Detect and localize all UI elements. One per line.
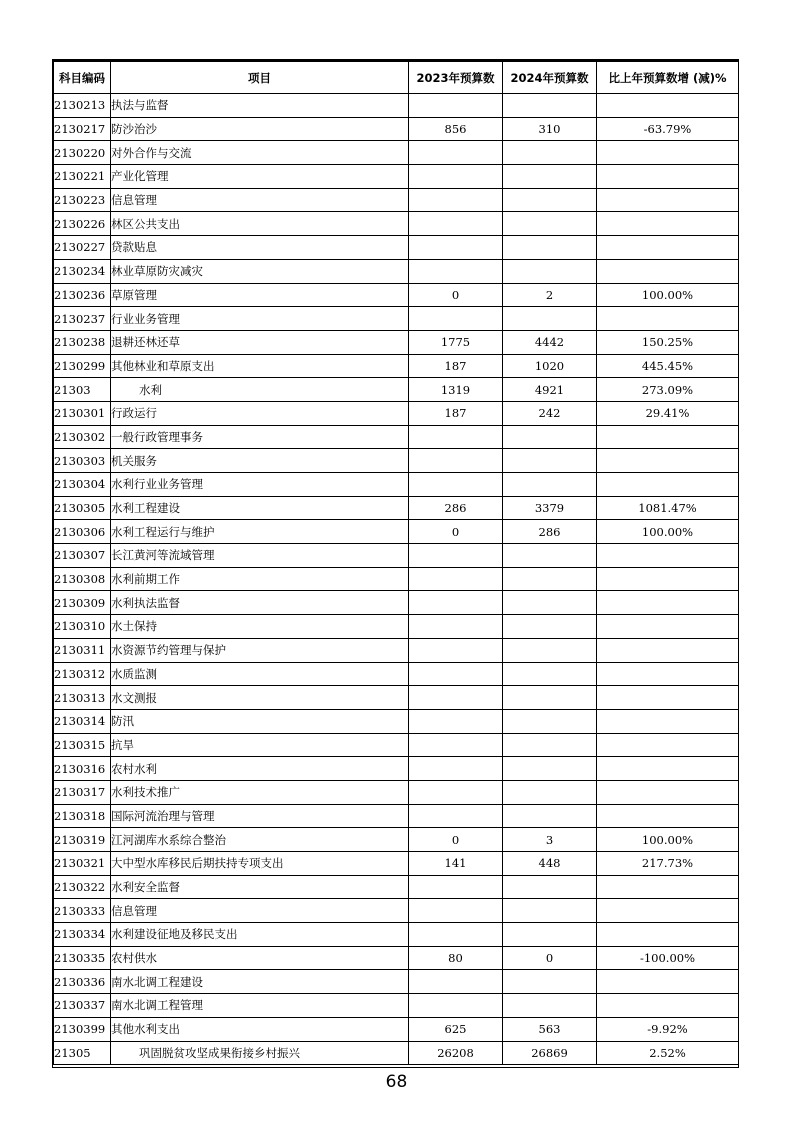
row-name: 一般行政管理事务 (111, 425, 409, 449)
row-code: 21303 (54, 378, 111, 402)
row-budget-2023 (409, 615, 503, 639)
table-row (54, 117, 739, 141)
row-code: 2130399 (54, 1017, 111, 1041)
row-budget-2024 (503, 733, 597, 757)
row-name: 抗旱 (111, 733, 409, 757)
row-budget-2023 (409, 899, 503, 923)
row-code: 2130217 (54, 117, 111, 141)
row-code: 2130213 (54, 94, 111, 118)
row-code: 2130302 (54, 425, 111, 449)
table-row (54, 1017, 739, 1041)
row-name: 防沙治沙 (111, 117, 409, 141)
row-budget-2023 (409, 780, 503, 804)
row-code: 2130310 (54, 615, 111, 639)
row-change (597, 615, 739, 639)
row-change (597, 141, 739, 165)
row-code: 2130220 (54, 141, 111, 165)
row-change: 2.52% (597, 1041, 739, 1065)
row-budget-2024 (503, 425, 597, 449)
row-name: 巩固脱贫攻坚成果衔接乡村振兴 (111, 1041, 409, 1065)
row-change (597, 94, 739, 118)
row-name: 大中型水库移民后期扶持专项支出 (111, 852, 409, 876)
row-name: 防汛 (111, 709, 409, 733)
table-row (54, 425, 739, 449)
row-change (597, 686, 739, 710)
row-code: 2130301 (54, 401, 111, 425)
row-budget-2024 (503, 567, 597, 591)
row-name: 农村供水 (111, 946, 409, 970)
row-code: 2130316 (54, 757, 111, 781)
row-change (597, 212, 739, 236)
row-budget-2023: 187 (409, 401, 503, 425)
row-change (597, 259, 739, 283)
row-budget-2023: 0 (409, 520, 503, 544)
table-row (54, 283, 739, 307)
row-budget-2023 (409, 804, 503, 828)
row-change: 100.00% (597, 828, 739, 852)
row-name: 水利技术推广 (111, 780, 409, 804)
row-name: 水利工程运行与维护 (111, 520, 409, 544)
table-row (54, 307, 739, 331)
row-budget-2023: 26208 (409, 1041, 503, 1065)
row-change (597, 757, 739, 781)
row-budget-2023 (409, 425, 503, 449)
row-code: 2130315 (54, 733, 111, 757)
table-row (54, 473, 739, 497)
row-change (597, 236, 739, 260)
row-code: 2130305 (54, 496, 111, 520)
table-row (54, 662, 739, 686)
row-change (597, 994, 739, 1018)
row-budget-2023 (409, 709, 503, 733)
row-change: 100.00% (597, 283, 739, 307)
row-budget-2023: 1775 (409, 330, 503, 354)
row-budget-2023: 625 (409, 1017, 503, 1041)
row-name: 水利 (111, 378, 409, 402)
row-budget-2023 (409, 662, 503, 686)
row-budget-2023 (409, 449, 503, 473)
row-change: 150.25% (597, 330, 739, 354)
table-row (54, 520, 739, 544)
table-row (54, 899, 739, 923)
row-code: 2130308 (54, 567, 111, 591)
row-code: 2130321 (54, 852, 111, 876)
row-budget-2023 (409, 923, 503, 947)
row-change: 100.00% (597, 520, 739, 544)
row-budget-2024: 1020 (503, 354, 597, 378)
header-code: 科目编码 (54, 61, 111, 94)
table-row (54, 236, 739, 260)
table-body (54, 94, 739, 1065)
row-change (597, 875, 739, 899)
row-change (597, 780, 739, 804)
table-row (54, 638, 739, 662)
row-budget-2024 (503, 662, 597, 686)
row-budget-2024: 242 (503, 401, 597, 425)
table-row (54, 188, 739, 212)
row-code: 2130333 (54, 899, 111, 923)
row-budget-2024: 3379 (503, 496, 597, 520)
row-budget-2024 (503, 804, 597, 828)
row-budget-2024 (503, 970, 597, 994)
row-budget-2023 (409, 591, 503, 615)
row-budget-2023 (409, 307, 503, 331)
row-budget-2023: 141 (409, 852, 503, 876)
row-code: 2130311 (54, 638, 111, 662)
row-budget-2024 (503, 780, 597, 804)
row-code: 2130237 (54, 307, 111, 331)
row-code: 2130337 (54, 994, 111, 1018)
table-row (54, 212, 739, 236)
row-budget-2023 (409, 638, 503, 662)
row-change (597, 709, 739, 733)
row-budget-2024 (503, 686, 597, 710)
row-budget-2024: 563 (503, 1017, 597, 1041)
table-row (54, 591, 739, 615)
row-code: 2130314 (54, 709, 111, 733)
row-budget-2024 (503, 259, 597, 283)
row-name: 林业草原防灾减灾 (111, 259, 409, 283)
row-code: 2130223 (54, 188, 111, 212)
row-name: 水利工程建设 (111, 496, 409, 520)
row-name: 水文测报 (111, 686, 409, 710)
row-budget-2024 (503, 899, 597, 923)
row-code: 21305 (54, 1041, 111, 1065)
row-code: 2130303 (54, 449, 111, 473)
row-code: 2130238 (54, 330, 111, 354)
row-code: 2130317 (54, 780, 111, 804)
table-row (54, 330, 739, 354)
row-budget-2023: 187 (409, 354, 503, 378)
row-change (597, 425, 739, 449)
row-code: 2130307 (54, 544, 111, 568)
row-name: 退耕还林还草 (111, 330, 409, 354)
budget-table (53, 60, 739, 1065)
row-change (597, 804, 739, 828)
row-change (597, 544, 739, 568)
row-budget-2024: 448 (503, 852, 597, 876)
row-budget-2023 (409, 970, 503, 994)
row-name: 江河湖库水系综合整治 (111, 828, 409, 852)
row-name: 长江黄河等流域管理 (111, 544, 409, 568)
row-budget-2023: 1319 (409, 378, 503, 402)
row-budget-2024 (503, 188, 597, 212)
row-name: 贷款贴息 (111, 236, 409, 260)
table-row (54, 401, 739, 425)
row-budget-2024 (503, 709, 597, 733)
row-code: 2130226 (54, 212, 111, 236)
row-change (597, 165, 739, 189)
row-budget-2023 (409, 188, 503, 212)
row-budget-2024 (503, 591, 597, 615)
row-code: 2130309 (54, 591, 111, 615)
row-change: -63.79% (597, 117, 739, 141)
row-code: 2130236 (54, 283, 111, 307)
row-budget-2024 (503, 165, 597, 189)
row-name: 行业业务管理 (111, 307, 409, 331)
table-row (54, 757, 739, 781)
row-change (597, 638, 739, 662)
row-budget-2024: 2 (503, 283, 597, 307)
row-change (597, 567, 739, 591)
table-row (54, 686, 739, 710)
row-budget-2023: 286 (409, 496, 503, 520)
row-name: 农村水利 (111, 757, 409, 781)
row-change (597, 473, 739, 497)
row-budget-2023 (409, 757, 503, 781)
row-budget-2023: 0 (409, 828, 503, 852)
row-budget-2024 (503, 236, 597, 260)
row-name: 林区公共支出 (111, 212, 409, 236)
row-change: 445.45% (597, 354, 739, 378)
row-code: 2130319 (54, 828, 111, 852)
row-code: 2130313 (54, 686, 111, 710)
row-budget-2024 (503, 307, 597, 331)
row-name: 对外合作与交流 (111, 141, 409, 165)
row-budget-2024: 26869 (503, 1041, 597, 1065)
row-budget-2023 (409, 875, 503, 899)
row-change: -100.00% (597, 946, 739, 970)
row-name: 国际河流治理与管理 (111, 804, 409, 828)
row-budget-2024: 310 (503, 117, 597, 141)
row-name: 其他水利支出 (111, 1017, 409, 1041)
row-budget-2024 (503, 94, 597, 118)
row-budget-2024 (503, 757, 597, 781)
row-change (597, 188, 739, 212)
row-budget-2023 (409, 165, 503, 189)
table-row (54, 733, 739, 757)
row-change: -9.92% (597, 1017, 739, 1041)
row-name: 水利建设征地及移民支出 (111, 923, 409, 947)
row-change (597, 970, 739, 994)
row-change (597, 733, 739, 757)
row-change: 273.09% (597, 378, 739, 402)
row-budget-2023 (409, 141, 503, 165)
row-budget-2023 (409, 544, 503, 568)
row-name: 南水北调工程管理 (111, 994, 409, 1018)
row-name: 水资源节约管理与保护 (111, 638, 409, 662)
row-name: 其他林业和草原支出 (111, 354, 409, 378)
table-row (54, 970, 739, 994)
table-header (54, 61, 739, 94)
row-code: 2130336 (54, 970, 111, 994)
row-budget-2024 (503, 473, 597, 497)
row-name: 信息管理 (111, 899, 409, 923)
row-name: 南水北调工程建设 (111, 970, 409, 994)
row-budget-2023 (409, 473, 503, 497)
row-name: 信息管理 (111, 188, 409, 212)
row-name: 行政运行 (111, 401, 409, 425)
table-row (54, 923, 739, 947)
table-row (54, 378, 739, 402)
table-row (54, 852, 739, 876)
row-change (597, 923, 739, 947)
table-row (54, 354, 739, 378)
table-row (54, 259, 739, 283)
table-row (54, 449, 739, 473)
row-name: 水利执法监督 (111, 591, 409, 615)
table-row (54, 946, 739, 970)
row-budget-2024 (503, 638, 597, 662)
header-budget-2024: 2024年预算数 (503, 61, 597, 94)
row-change: 29.41% (597, 401, 739, 425)
row-budget-2024 (503, 923, 597, 947)
row-budget-2024 (503, 212, 597, 236)
row-budget-2024: 3 (503, 828, 597, 852)
row-budget-2023 (409, 567, 503, 591)
page-number: 68 (385, 1072, 408, 1092)
row-budget-2023: 0 (409, 283, 503, 307)
table-row (54, 141, 739, 165)
row-budget-2023 (409, 94, 503, 118)
row-code: 2130322 (54, 875, 111, 899)
row-budget-2023 (409, 236, 503, 260)
row-budget-2023 (409, 259, 503, 283)
row-budget-2024: 4442 (503, 330, 597, 354)
row-change (597, 662, 739, 686)
row-change (597, 591, 739, 615)
table-row (54, 804, 739, 828)
table-row (54, 780, 739, 804)
table-row (54, 875, 739, 899)
row-budget-2024: 4921 (503, 378, 597, 402)
row-name: 产业化管理 (111, 165, 409, 189)
row-change: 1081.47% (597, 496, 739, 520)
row-budget-2024 (503, 615, 597, 639)
row-name: 水土保持 (111, 615, 409, 639)
row-code: 2130306 (54, 520, 111, 544)
row-code: 2130318 (54, 804, 111, 828)
row-budget-2024 (503, 544, 597, 568)
table-row (54, 496, 739, 520)
table-row (54, 165, 739, 189)
row-code: 2130227 (54, 236, 111, 260)
row-code: 2130299 (54, 354, 111, 378)
row-change (597, 307, 739, 331)
row-code: 2130234 (54, 259, 111, 283)
row-budget-2023: 856 (409, 117, 503, 141)
header-budget-2023: 2023年预算数 (409, 61, 503, 94)
row-name: 草原管理 (111, 283, 409, 307)
table-row (54, 994, 739, 1018)
row-budget-2024: 286 (503, 520, 597, 544)
table-row (54, 615, 739, 639)
row-code: 2130335 (54, 946, 111, 970)
row-budget-2023 (409, 212, 503, 236)
row-budget-2023: 80 (409, 946, 503, 970)
row-budget-2023 (409, 733, 503, 757)
row-code: 2130221 (54, 165, 111, 189)
table-row (54, 709, 739, 733)
row-budget-2024 (503, 875, 597, 899)
table-row (54, 828, 739, 852)
header-name: 项目 (111, 61, 409, 94)
row-name: 水利安全监督 (111, 875, 409, 899)
table-row (54, 567, 739, 591)
row-change (597, 449, 739, 473)
row-budget-2024 (503, 994, 597, 1018)
row-name: 水利前期工作 (111, 567, 409, 591)
row-change: 217.73% (597, 852, 739, 876)
row-budget-2024: 0 (503, 946, 597, 970)
header-change: 比上年预算数增 (减)% (597, 61, 739, 94)
row-budget-2024 (503, 449, 597, 473)
table-row (54, 94, 739, 118)
row-name: 水质监测 (111, 662, 409, 686)
table-row (54, 1041, 739, 1065)
row-change (597, 899, 739, 923)
row-code: 2130304 (54, 473, 111, 497)
row-name: 机关服务 (111, 449, 409, 473)
row-budget-2023 (409, 686, 503, 710)
row-budget-2024 (503, 141, 597, 165)
table-row (54, 544, 739, 568)
row-code: 2130312 (54, 662, 111, 686)
row-budget-2023 (409, 994, 503, 1018)
row-code: 2130334 (54, 923, 111, 947)
row-name: 水利行业业务管理 (111, 473, 409, 497)
row-name: 执法与监督 (111, 94, 409, 118)
